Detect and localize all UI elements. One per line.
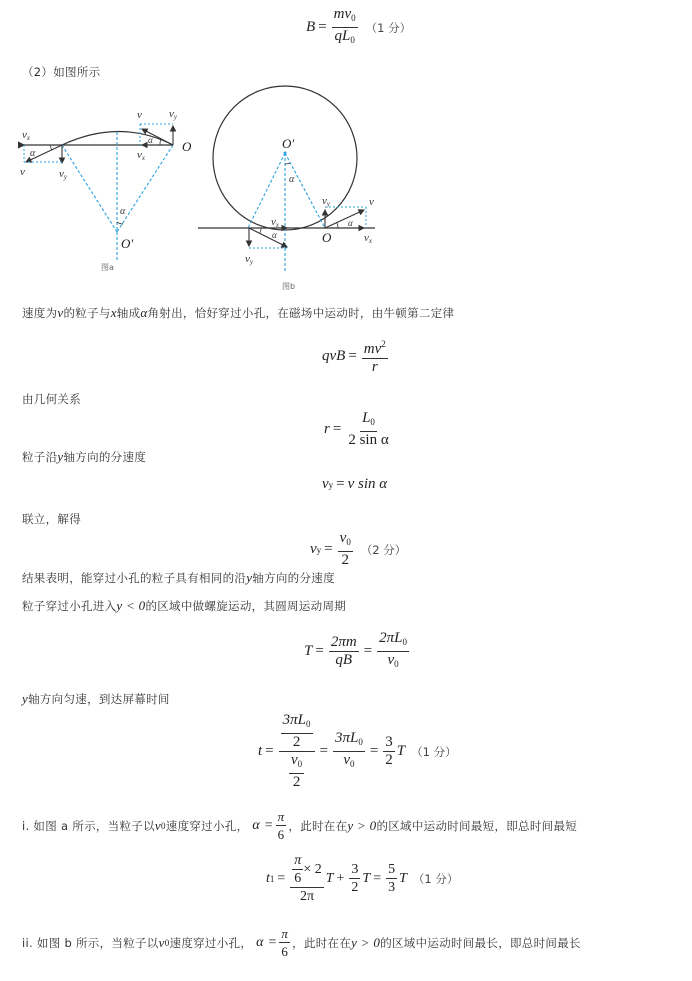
fraction (281, 712, 313, 751)
compound-fraction (290, 852, 323, 905)
paragraph-case-ii (22, 925, 581, 960)
denominator: qL (334, 28, 351, 44)
paragraph-case-i (22, 808, 577, 843)
numerator: v (339, 530, 347, 546)
eq-lhs: B (306, 19, 316, 35)
text-segment: 轴方向匀速，到达屏幕时间 (28, 692, 170, 706)
numerator: 5 (388, 862, 396, 877)
subscript: 0 (370, 417, 375, 427)
equation-period: T = $\frac{2\pi m}{qB}$ = $\frac{2\pi L_0}{v_0}$ (304, 630, 411, 673)
label-alpha: α (272, 230, 277, 240)
denominator: 2π (299, 889, 315, 904)
subscript: 0 (402, 637, 407, 647)
fraction (332, 6, 358, 49)
equation-time: t = $\frac{\frac{3\pi L_0}{2}}{\frac{v_0}{2}}$ = $\frac{3\pi L_0}{v_0}$ = $\frac{3}{2}$ T （1 分） (258, 712, 457, 790)
text-segment: ，此时在在 (292, 935, 352, 950)
label-vy: vy (59, 168, 67, 181)
denominator: 2 (385, 752, 393, 768)
paragraph-conclusion (22, 570, 335, 586)
denominator: 3 (388, 880, 396, 895)
numerator: π (277, 809, 285, 824)
figure-a-caption: 图a (101, 263, 114, 272)
fraction (346, 410, 390, 449)
text-segment: 角射出，恰好穿过小孔，在磁场中运动时，由牛顿第二定律 (147, 306, 455, 320)
denominator: 6 (294, 871, 302, 886)
label-alpha: α (289, 174, 295, 185)
var-alpha: α = (252, 817, 274, 833)
label-center-o-prime: O′ (282, 136, 295, 151)
numerator: mv (333, 6, 352, 22)
fraction (279, 925, 290, 960)
compound-fraction (279, 712, 315, 791)
label-alpha: α (148, 135, 153, 145)
denominator: qB (335, 652, 353, 668)
subscript: 0 (306, 719, 311, 729)
figure-b (198, 86, 375, 291)
text-segment: 粒子沿 (22, 450, 58, 464)
denominator: 2 (351, 880, 359, 895)
var-alpha: α (140, 305, 148, 320)
numerator: π (294, 853, 302, 868)
text-segment: 轴方向的分速度 (63, 450, 147, 464)
equation-vy-def: v y = v sin α (322, 476, 388, 492)
text-segment: 速度为 (22, 306, 58, 320)
label-alpha: α (120, 206, 126, 217)
numerator: 3 (385, 734, 393, 750)
label-vx: vx (22, 129, 30, 142)
paragraph-geometry: 由几何关系 (22, 392, 81, 406)
label-vy: vy (169, 108, 177, 121)
equation-b-result: B = $\frac{mv_0}{qL_0}$ （1 分） (306, 6, 411, 49)
numerator: 3πL (334, 730, 359, 746)
var-y: y (246, 570, 253, 585)
fraction (276, 808, 287, 843)
equation-t1: t 1 = $\frac{\pi}{6}$ × 2 2π T + $\frac{3}{2}$ T = $\frac{5}{3}$ T （1 分） (266, 853, 459, 904)
subscript: y (328, 479, 334, 490)
denominator: 2 (341, 552, 349, 568)
condition: y > 0 (351, 934, 381, 950)
denominator: 2 sin α (348, 432, 389, 448)
subscript: 0 (349, 759, 355, 769)
paragraph-vy-component (22, 449, 146, 465)
eq-lhs: t (266, 870, 270, 886)
var-y: y (57, 449, 64, 464)
var-v: v (57, 305, 64, 320)
text-segment: 的区域中做螺旋运动，其圆周运动周期 (145, 599, 347, 613)
paragraph-velocity (22, 305, 454, 321)
fraction (333, 730, 365, 773)
paragraph-spiral (22, 598, 346, 614)
eq-lhs: r (324, 421, 330, 437)
score-label: （1 分） (365, 20, 412, 35)
label-v: v (137, 109, 142, 121)
subscript: 0 (394, 659, 399, 669)
condition: y > 0 (347, 817, 377, 833)
eq-lhs: v (322, 476, 329, 492)
text-segment: 的粒子与 (63, 306, 111, 320)
numerator: 2πL (379, 630, 403, 646)
numerator: L (362, 410, 371, 426)
fraction (289, 752, 304, 791)
part2-heading: （2）如图所示 (22, 65, 101, 79)
label-alpha: α (30, 148, 36, 159)
subscript: 1 (269, 873, 275, 884)
text-segment: 粒子穿过小孔进入 (22, 599, 117, 613)
numerator: 3 (351, 862, 359, 877)
score-label: （1 分） (412, 871, 459, 886)
fraction (377, 630, 409, 673)
subscript: 0 (346, 537, 351, 547)
score-label: （2 分） (360, 542, 407, 557)
figure-b-caption: 图b (282, 282, 296, 291)
label-v: v (369, 196, 374, 208)
figure-diagrams (0, 80, 400, 295)
label-center-o-prime: O′ (121, 236, 134, 251)
denominator: r (371, 359, 378, 375)
var-alpha: α = (256, 934, 278, 950)
eq-lhs: qvB (322, 347, 346, 364)
text-segment: i. 如图 a 所示，当粒子以 (22, 818, 155, 833)
fraction (386, 861, 397, 896)
label-alpha: α (348, 218, 353, 228)
eq-lhs: v (310, 541, 317, 557)
paragraph-uniform (22, 691, 170, 707)
numerator: π (281, 926, 289, 941)
multiplier: × 2 (303, 862, 322, 877)
label-origin-o: O (322, 230, 332, 245)
subscript: 0 (350, 35, 355, 45)
text-segment: 结果表明，能穿过小孔的粒子具有相同的沿 (22, 571, 247, 585)
var-y: y (22, 691, 29, 706)
label-vy: vy (245, 253, 253, 266)
fraction (292, 852, 303, 887)
eq-lhs: T (304, 643, 313, 659)
label-vy: vy (322, 195, 330, 208)
subscript: 0 (297, 759, 303, 769)
equation-newton: qvB = $\frac{mv^2}{r}$ (322, 336, 390, 376)
figure-a (20, 108, 192, 272)
var-v: v (154, 817, 161, 833)
subscript: 0 (358, 737, 363, 747)
label-vx: vx (364, 232, 372, 245)
numerator: 2πm (330, 634, 357, 650)
text-segment: 轴成 (116, 306, 141, 320)
var-T: T (399, 870, 407, 886)
fraction (338, 530, 353, 569)
numerator: mv (363, 341, 382, 357)
text-segment: ，此时在在 (288, 818, 348, 833)
var-T: T (325, 870, 334, 886)
text-segment: 速度穿过小孔， (169, 935, 253, 950)
var-x: x (110, 305, 117, 320)
text-segment: 的区域中运动时间最长，即总时间最长 (380, 935, 581, 950)
eq-lhs: t (258, 743, 263, 759)
label-v: v (20, 166, 25, 178)
label-vx: vx (271, 216, 279, 229)
eq-rhs: v sin α (347, 476, 388, 492)
condition: y < 0 (116, 598, 146, 613)
var-T: T (396, 743, 406, 759)
label-vx: vx (137, 149, 145, 162)
text-segment: 轴方向的分速度 (252, 571, 335, 585)
numerator: v (290, 752, 298, 768)
paragraph-combine: 联立，解得 (22, 512, 81, 526)
text-segment: 的区域中运动时间最短，即总时间最短 (376, 818, 578, 833)
text-segment: ii. 如图 b 所示，当粒子以 (22, 935, 159, 950)
fraction (383, 734, 395, 769)
denominator: 6 (277, 827, 285, 842)
fraction (362, 336, 388, 376)
var-v: v (158, 934, 165, 950)
score-label: （1 分） (411, 744, 457, 759)
denominator: 2 (292, 774, 301, 790)
superscript: 2 (381, 339, 386, 349)
denominator: v (387, 652, 395, 668)
text-segment: 速度穿过小孔， (165, 818, 249, 833)
denominator: v (343, 752, 350, 768)
fraction (349, 861, 360, 896)
subscript: 0 (164, 937, 170, 948)
var-T: T (362, 870, 371, 886)
denominator: 6 (281, 944, 289, 959)
subscript: 0 (160, 820, 166, 831)
denominator: 2 (292, 734, 301, 750)
fraction (329, 634, 359, 669)
equation-vy-result: v y = $\frac{v_0}{2}$ （2 分） (310, 530, 407, 568)
equation-radius: r = $\frac{L_0}{\text{2 sin α}}$ (324, 410, 389, 448)
numerator: 3πL (282, 712, 306, 728)
subscript: y (316, 544, 322, 555)
label-origin-o: O (182, 139, 192, 154)
subscript: 0 (351, 13, 356, 23)
